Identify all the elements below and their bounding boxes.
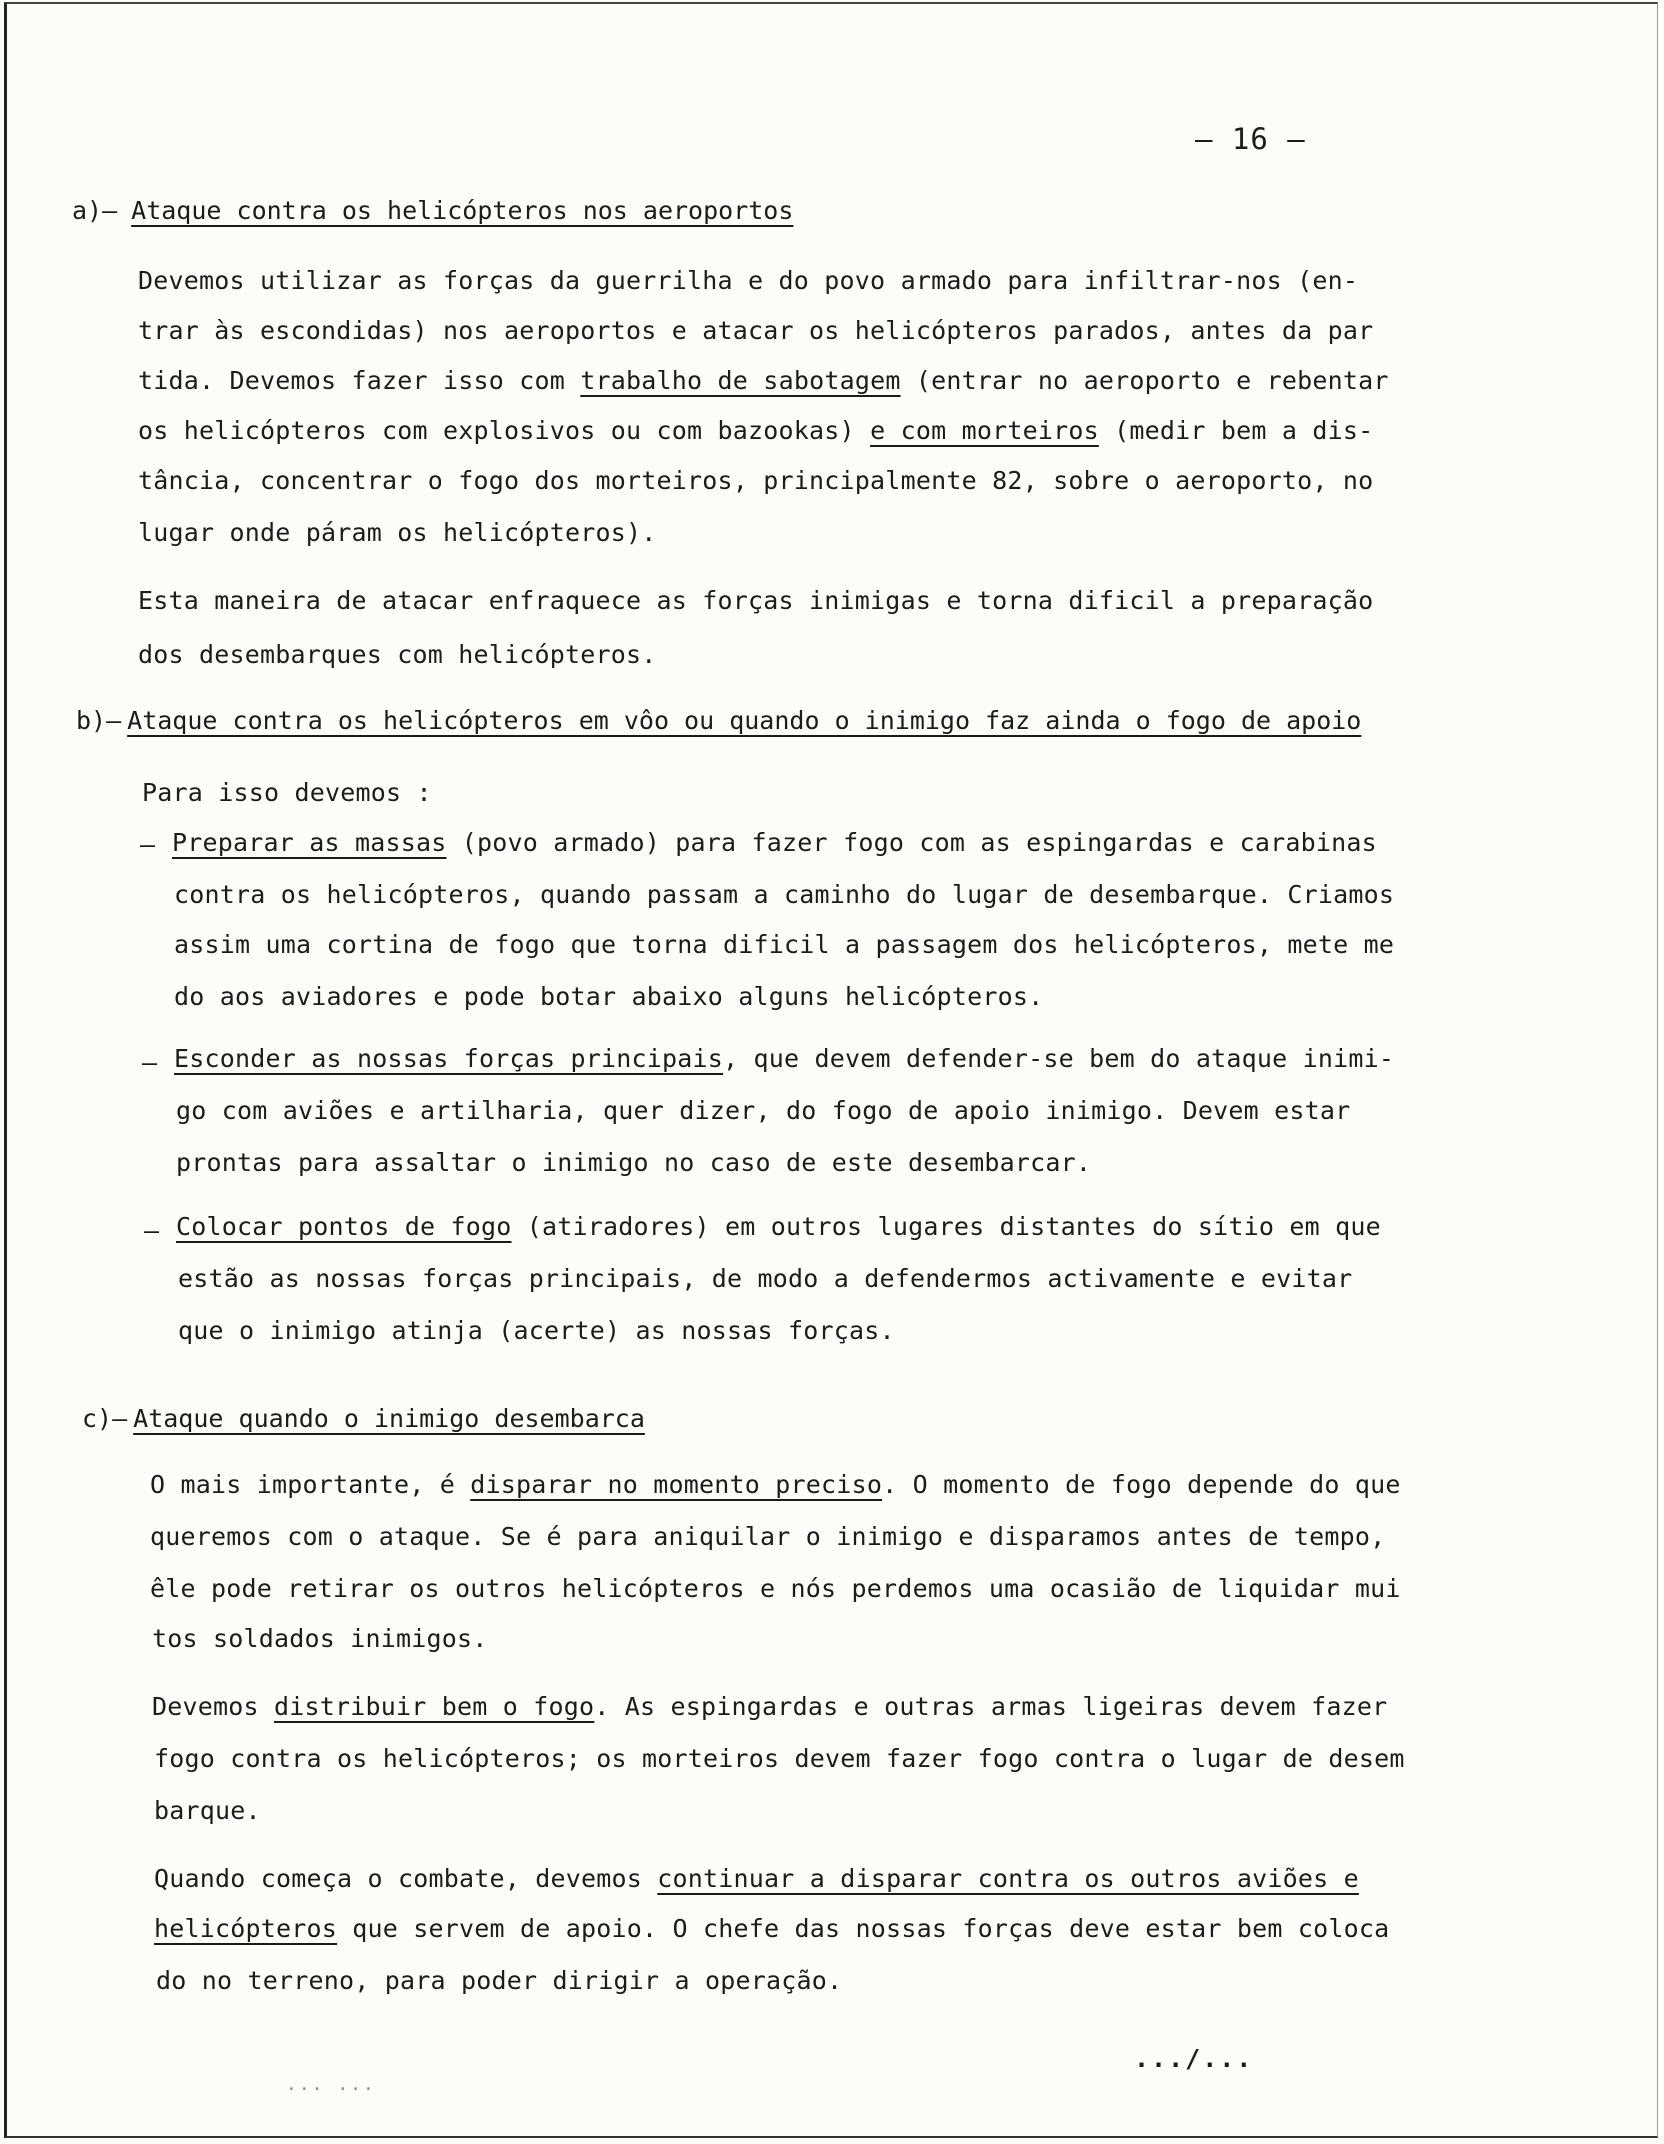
text-run: Devemos (152, 1692, 275, 1721)
text-line: estão as nossas forças principais, de modo a defendermos activamente e evitar (178, 1264, 1353, 1293)
emphasis: Preparar as massas (172, 828, 447, 857)
text-line: contra os helicópteros, quando passam a caminho do lugar de desembarque. Criamos (174, 880, 1395, 909)
list-bullet: – (144, 1216, 160, 1245)
text-run: (entrar no aeroporto e rebentar (900, 366, 1389, 395)
text-run: (povo armado) para fazer fogo com as espingardas e carabinas (446, 828, 1377, 857)
text-line: dos desembarques com helicópteros. (138, 640, 657, 669)
text-run: Quando começa o combate, devemos (154, 1864, 658, 1893)
text-line: do no terreno, para poder dirigir a operação. (156, 1966, 843, 1995)
text-run: . As espingardas e outras armas ligeiras devem fazer (594, 1692, 1388, 1721)
text-line: fogo contra os helicópteros; os morteiros devem fazer fogo contra o lugar de desem (154, 1744, 1405, 1773)
text-line: assim uma cortina de fogo que torna dificil a passagem dos helicópteros, mete me (174, 930, 1395, 959)
text-run: os helicópteros com explosivos ou com bazookas) (138, 416, 871, 445)
text-line (154, 1864, 1359, 1893)
text-run: que servem de apoio. O chefe das nossas forças deve estar bem coloca (337, 1914, 1390, 1943)
section-c-title: Ataque quando o inimigo desembarca (133, 1404, 645, 1433)
text-line (138, 416, 1373, 445)
page-number: – 16 – (1195, 122, 1306, 156)
text-line (172, 828, 1377, 857)
emphasis: continuar a disparar contra os outros aviões e (657, 1864, 1359, 1893)
text-line: Esta maneira de atacar enfraquece as forças inimigas e torna dificil a preparação (138, 586, 1374, 615)
section-a-label: a)– (72, 196, 118, 225)
text-line (150, 1470, 1401, 1499)
text-line: go com aviões e artilharia, quer dizer, do fogo de apoio inimigo. Devem estar (176, 1096, 1351, 1125)
section-c-label: c)– (82, 1404, 128, 1433)
section-b-heading (76, 706, 1361, 735)
footer-dots: ... ... (286, 2074, 376, 2095)
section-a-heading (72, 196, 793, 225)
emphasis: trabalho de sabotagem (580, 366, 901, 395)
text-line: tos soldados inimigos. (152, 1624, 488, 1653)
text-line: trar às escondidas) nos aeroportos e atacar os helicópteros parados, antes da par (138, 316, 1374, 345)
emphasis: disparar no momento preciso (470, 1470, 883, 1499)
text-line: lugar onde páram os helicópteros). (138, 518, 657, 547)
emphasis: Colocar pontos de fogo (176, 1212, 512, 1241)
text-run: (medir bem a dis- (1098, 416, 1374, 445)
emphasis: e com morteiros (870, 416, 1099, 445)
text-line: que o inimigo atinja (acerte) as nossas forças. (178, 1316, 895, 1345)
section-b-label: b)– (76, 706, 122, 735)
text-line (154, 1914, 1389, 1943)
text-line: do aos aviadores e pode botar abaixo alguns helicópteros. (174, 982, 1044, 1011)
text-line: prontas para assaltar o inimigo no caso de este desembarcar. (176, 1148, 1092, 1177)
text-run: O mais importante, é (150, 1470, 471, 1499)
text-line: tância, concentrar o fogo dos morteiros, principalmente 82, sobre o aeroporto, no (138, 466, 1374, 495)
list-bullet: – (140, 830, 156, 859)
text-run: tida. Devemos fazer isso com (138, 366, 581, 395)
continuation-mark: .../... (1134, 2044, 1254, 2073)
emphasis: distribuir bem o fogo (274, 1692, 595, 1721)
text-line: êle pode retirar os outros helicópteros e nós perdemos uma ocasião de liquidar mui (150, 1574, 1401, 1603)
text-line: barque. (154, 1796, 261, 1825)
text-run: , que devem defender-se bem do ataque inimi- (723, 1044, 1395, 1073)
text-run: (atiradores) em outros lugares distantes do sítio em que (511, 1212, 1381, 1241)
text-line (176, 1212, 1381, 1241)
text-run: . O momento de fogo depende do que (882, 1470, 1401, 1499)
text-line: Para isso devemos : (142, 778, 432, 807)
text-line (138, 366, 1389, 395)
emphasis: Esconder as nossas forças principais (174, 1044, 724, 1073)
text-line: queremos com o ataque. Se é para aniquilar o inimigo e disparamos antes de tempo, (150, 1522, 1386, 1551)
text-line (152, 1692, 1387, 1721)
section-b-title: Ataque contra os helicópteros em vôo ou quando o inimigo faz ainda o fogo de apoio (127, 706, 1362, 735)
text-line (174, 1044, 1394, 1073)
emphasis: helicópteros (154, 1914, 338, 1943)
list-bullet: – (142, 1048, 158, 1077)
section-c-heading (82, 1404, 645, 1433)
section-a-title: Ataque contra os helicópteros nos aeroportos (131, 196, 794, 225)
text-line: Devemos utilizar as forças da guerrilha e do povo armado para infiltrar-nos (en- (138, 266, 1359, 295)
